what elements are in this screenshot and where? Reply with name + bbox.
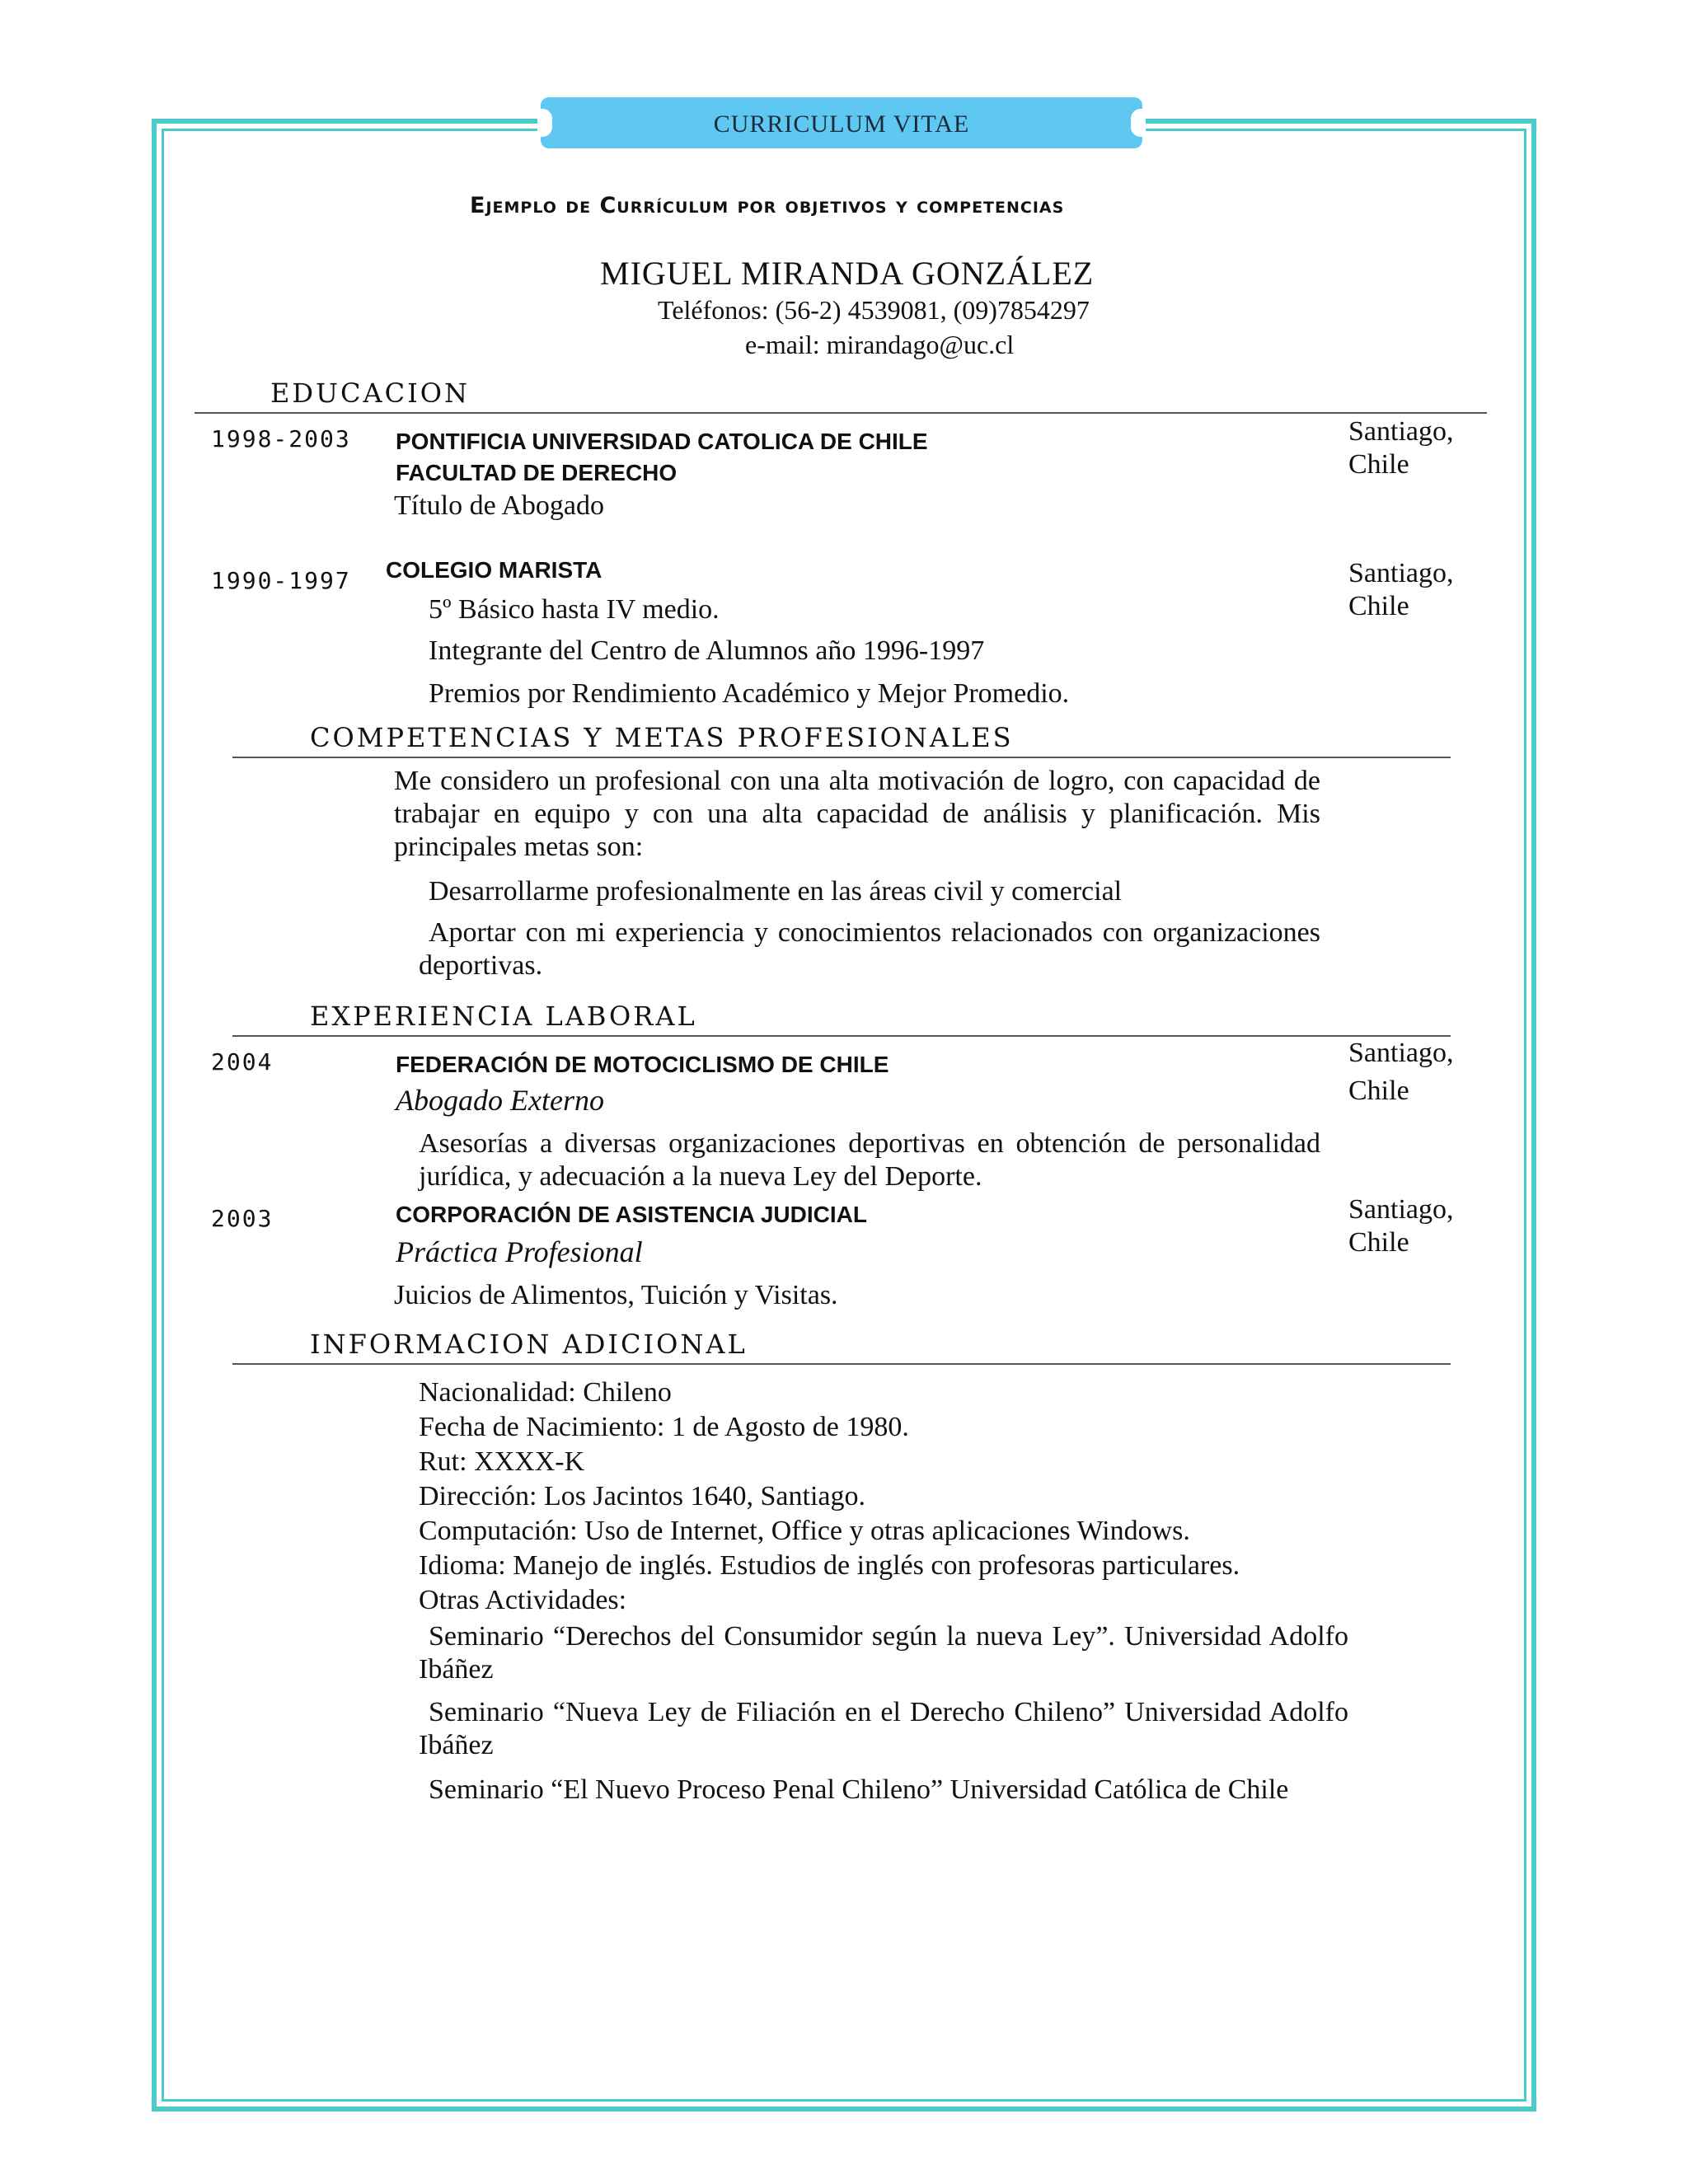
section-heading-additional-info: INFORMACION ADICIONAL [310, 1329, 748, 1360]
location-city: Santiago, [1348, 1038, 1454, 1068]
section-heading-competencies: COMPETENCIAS Y METAS PROFESIONALES [310, 722, 1014, 753]
location-city: Santiago, [1348, 1194, 1454, 1225]
info-line: Rut: XXXX-K [419, 1446, 585, 1477]
degree-title: Título de Abogado [394, 490, 604, 521]
info-line: Idioma: Manejo de inglés. Estudios de inglés con profesoras particulares. [419, 1550, 1240, 1581]
education-detail: Premios por Rendimiento Académico y Mejor Promedio. [429, 678, 1070, 709]
location-country: Chile [1348, 449, 1409, 480]
cv-banner: CURRICULUM VITAE [541, 97, 1142, 148]
info-line: Otras Actividades: [419, 1585, 627, 1615]
education-years: 1990-1997 [211, 567, 351, 594]
institution-name: COLEGIO MARISTA [386, 557, 603, 583]
seminar-item: Seminario “El Nuevo Proceso Penal Chileno” Universidad Católica de Chile [429, 1774, 1289, 1805]
info-line: Fecha de Nacimiento: 1 de Agosto de 1980. [419, 1412, 909, 1442]
faculty-name: FACULTAD DE DERECHO [396, 460, 678, 485]
goal-item: Desarrollarme profesionalmente en las áreas civil y comercial [429, 876, 1123, 907]
section-rule [232, 1035, 1451, 1037]
phone-numbers: Teléfonos: (56-2) 4539081, (09)7854297 [658, 295, 1090, 325]
info-line: Computación: Uso de Internet, Office y otras aplicaciones Windows. [419, 1516, 1190, 1546]
location-city: Santiago, [1348, 416, 1454, 447]
employer-name: FEDERACIÓN DE MOTOCICLISMO DE CHILE [396, 1052, 889, 1077]
job-description: Asesorías a diversas organizaciones deportivas en obtención de personalidad jurídica, y adecuación a la nueva Ley del Deporte. [419, 1128, 1320, 1192]
section-heading-experience: EXPERIENCIA LABORAL [310, 1001, 697, 1032]
candidate-name: MIGUEL MIRANDA GONZÁLEZ [600, 255, 1095, 292]
institution-name: PONTIFICIA UNIVERSIDAD CATOLICA DE CHILE [396, 429, 928, 454]
education-detail: Integrante del Centro de Alumnos año 1996-1997 [429, 635, 985, 666]
document-subtitle: Ejemplo de Currículum por objetivos y competencias [470, 193, 1065, 218]
section-rule [232, 757, 1451, 758]
section-rule [195, 412, 1487, 414]
location-country: Chile [1348, 591, 1409, 621]
location-country: Chile [1348, 1227, 1409, 1258]
info-line: Dirección: Los Jacintos 1640, Santiago. [419, 1481, 866, 1511]
goal-item: Aportar con mi experiencia y conocimientos relacionados con organizaciones deportivas. [419, 917, 1320, 981]
education-detail: 5º Básico hasta IV medio. [429, 594, 720, 625]
employer-name: CORPORACIÓN DE ASISTENCIA JUDICIAL [396, 1202, 867, 1227]
education-years: 1998-2003 [211, 425, 351, 452]
job-role: Práctica Profesional [396, 1235, 643, 1268]
seminar-item: Seminario “Derechos del Consumidor según la nueva Ley”. Universidad Adolfo Ibáñez [419, 1621, 1348, 1685]
job-description: Juicios de Alimentos, Tuición y Visitas. [394, 1280, 838, 1310]
job-year: 2004 [211, 1048, 274, 1076]
seminar-item: Seminario “Nueva Ley de Filiación en el Derecho Chileno” Universidad Adolfo Ibáñez [419, 1697, 1348, 1760]
location-city: Santiago, [1348, 558, 1454, 588]
section-heading-education: EDUCACION [270, 377, 470, 409]
info-line: Nacionalidad: Chileno [419, 1377, 672, 1408]
location-country: Chile [1348, 1076, 1409, 1106]
email-address: e-mail: mirandago@uc.cl [745, 330, 1015, 359]
profile-paragraph: Me considero un profesional con una alta motivación de logro, con capacidad de trabajar en equipo y con una alta capacidad de análisis y planificación. Mis principales metas son: [394, 766, 1320, 862]
section-rule [232, 1363, 1451, 1365]
job-role: Abogado Externo [396, 1084, 604, 1117]
job-year: 2003 [211, 1205, 274, 1232]
